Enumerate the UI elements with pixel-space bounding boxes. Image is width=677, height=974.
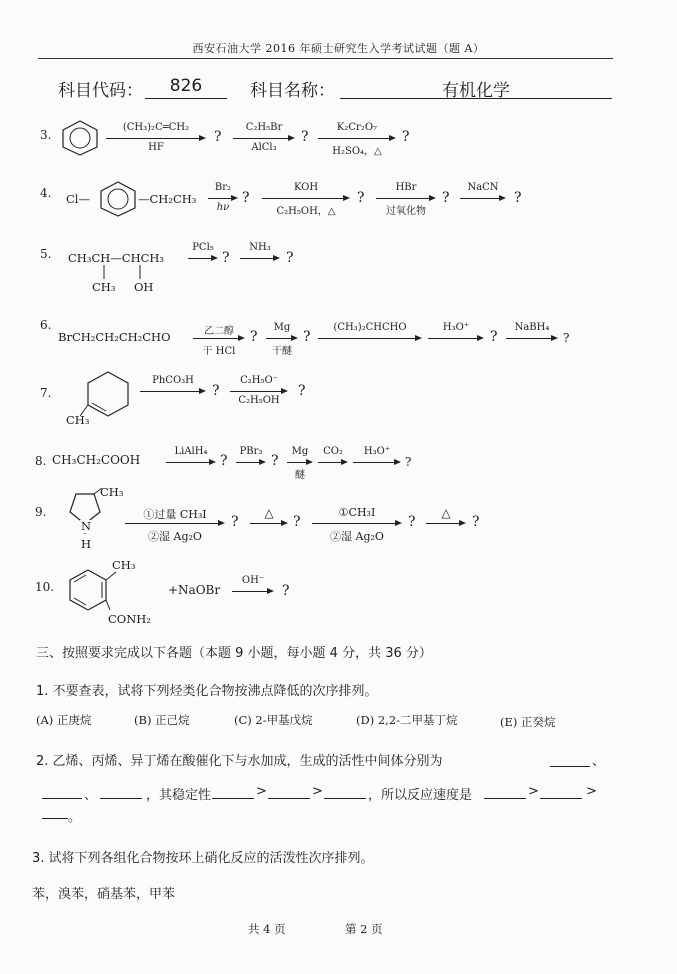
answer-blank[interactable]: [550, 750, 590, 767]
option-b: (B) 正己烷: [134, 713, 190, 727]
reaction-arrow: [287, 446, 313, 480]
question-number: 6.: [40, 318, 52, 332]
question-number: 9.: [35, 505, 47, 519]
reaction-arrow: [460, 182, 506, 216]
question-number: 7.: [40, 386, 52, 400]
question-3-items: 苯，溴苯，硝基苯，甲苯: [32, 887, 176, 902]
condition-label: C₂H₅OH，△: [276, 206, 336, 217]
reaction-arrow: [318, 322, 422, 346]
reaction-arrow: [318, 122, 396, 156]
reaction-arrow: [193, 322, 245, 356]
reaction-arrow: [188, 242, 218, 266]
unknown-product: ?: [271, 453, 279, 469]
subject-name-value: 有机化学: [340, 76, 612, 99]
condition-label: ②湿 Ag₂O: [330, 530, 384, 543]
reaction-arrow: [426, 506, 466, 530]
answer-blank[interactable]: [42, 804, 68, 819]
unknown-product: ?: [220, 453, 228, 469]
subject-code-value: 826: [145, 76, 227, 99]
reagent-label: H₃O⁺: [442, 322, 470, 333]
reagent-label: (CH₃)₂CHCHO: [333, 322, 407, 333]
reaction-arrow: [230, 375, 288, 409]
option-c: (C) 2-甲基戊烷: [234, 713, 313, 727]
reaction-arrow: [125, 506, 225, 544]
reaction-arrow: [233, 122, 295, 156]
reagent-label: OH⁻: [241, 575, 265, 586]
condition-label: hν: [216, 202, 230, 213]
unknown-product: ?: [242, 190, 250, 206]
methyl-branch: CH₃: [92, 280, 116, 294]
unknown-product: ?: [250, 329, 258, 345]
question-number: 3.: [40, 128, 52, 142]
reagent-label: PBr₃: [239, 446, 263, 457]
answer-blank[interactable]: [42, 782, 82, 799]
option-e: (E) 正癸烷: [500, 715, 556, 729]
reaction-arrow: [250, 506, 288, 530]
unknown-product: ?: [563, 331, 570, 345]
reaction-arrow: [232, 575, 274, 599]
question-number: 4.: [40, 186, 52, 200]
greater-than: >: [528, 784, 539, 799]
separator: 、: [84, 788, 98, 803]
condition-label: 醚: [295, 470, 305, 481]
reagent-label: C₂H₅O⁻: [240, 375, 278, 386]
toluamide-ring-structure: [66, 568, 110, 612]
answer-blank[interactable]: [100, 782, 142, 799]
question-2: 2. 乙烯、丙烯、异丁烯在酸催化下与水加成，生成的活性中间体分别为: [36, 754, 443, 769]
stability-text: ，其稳定性: [146, 788, 212, 803]
reaction-arrow: [166, 446, 216, 470]
reaction-arrow: [353, 446, 401, 470]
unknown-product: ?: [408, 514, 416, 530]
page-number: 第 2 页: [345, 922, 383, 936]
nitrogen-atom: N: [81, 519, 92, 533]
question-1: 1. 不要查表，试将下列烃类化合物按沸点降低的次序排列。: [36, 684, 378, 699]
greater-than: >: [256, 784, 267, 799]
branch-bonds: [98, 265, 158, 281]
reagent-label: HBr: [395, 182, 417, 193]
answer-blank[interactable]: [324, 782, 366, 799]
unknown-product: ?: [303, 329, 311, 345]
question-3: 3. 试将下列各组化合物按环上硝化反应的活泼性次序排列。: [32, 851, 374, 866]
unknown-product: ?: [402, 129, 410, 145]
question-number: 8.: [35, 454, 47, 468]
condition-label: H₂SO₄，△: [332, 146, 382, 157]
total-pages: 共 4 页: [248, 922, 286, 936]
unknown-product: ?: [298, 383, 306, 399]
period: 。: [68, 810, 82, 825]
unknown-product: ?: [514, 190, 522, 206]
condition-label: C₂H₅OH: [238, 395, 280, 406]
reagent-label: △: [441, 506, 451, 520]
reagent-label: Mg: [291, 446, 309, 457]
reagent-label: △: [264, 506, 274, 520]
rate-text: ，所以反应速度是: [368, 788, 473, 803]
unknown-product: ?: [231, 514, 239, 530]
reagent-formula: +NaOBr: [168, 583, 221, 597]
question-number: 5.: [40, 247, 52, 261]
reagent-label: NaBH₄: [514, 322, 550, 333]
reaction-arrow: [208, 182, 238, 216]
reagent-label: NaCN: [467, 182, 499, 193]
subject-name-label: 科目名称：: [250, 81, 335, 101]
methyl-substituent: CH₃: [66, 413, 90, 427]
unknown-product: ?: [301, 129, 309, 145]
subject-code-label: 科目代码：: [58, 81, 143, 101]
option-a: (A) 正庚烷: [36, 713, 92, 727]
benzene-ring-structure: [98, 181, 138, 217]
reagent-label: KOH: [293, 182, 319, 193]
condition-label: 过氧化物: [386, 206, 426, 217]
reagent-label: PCl₅: [192, 242, 214, 253]
reaction-arrow: [106, 122, 206, 156]
greater-than: >: [586, 784, 597, 799]
reaction-arrow: [236, 446, 266, 470]
ethyl-substituent: —CH₂CH₃: [138, 192, 197, 206]
condition-label: ②湿 Ag₂O: [148, 530, 202, 543]
unknown-product: ?: [405, 455, 412, 469]
exam-title: 西安石油大学 2016 年硕士研究生入学考试试题（题 A）: [192, 42, 485, 55]
header-rule: [38, 58, 613, 59]
reaction-arrow: [266, 322, 298, 356]
reaction-arrow: [506, 322, 558, 346]
reaction-arrow: [240, 242, 280, 266]
condition-label: 干醚: [272, 346, 292, 357]
condition-label: AlCl₃: [251, 142, 277, 153]
question-number: 10.: [35, 580, 55, 594]
methyl-substituent: CH₃: [112, 558, 136, 572]
unknown-product: ?: [282, 583, 290, 599]
unknown-product: ?: [442, 190, 450, 206]
unknown-product: ?: [222, 250, 230, 266]
reaction-arrow: [376, 182, 436, 216]
reaction-arrow: [262, 182, 350, 216]
reaction-arrow: [318, 446, 348, 470]
answer-blank[interactable]: [212, 782, 254, 799]
reagent-label: CO₂: [323, 446, 343, 457]
unknown-product: ?: [286, 250, 294, 266]
unknown-product: ?: [472, 514, 480, 530]
reagent-label: NH₃: [249, 242, 271, 253]
unknown-product: ?: [212, 383, 220, 399]
amide-group: CONH₂: [108, 612, 151, 626]
hydroxyl-branch: OH: [134, 280, 154, 294]
reagent-label: 乙二醇: [204, 326, 234, 337]
greater-than: >: [312, 784, 323, 799]
unknown-product: ?: [490, 329, 498, 345]
unknown-product: ?: [357, 190, 365, 206]
reagent-label: Br₂: [214, 182, 232, 193]
reaction-arrow: [140, 375, 206, 399]
answer-blank[interactable]: [540, 782, 582, 799]
section-heading: 三、按照要求完成以下各题（本题 9 小题，每小题 4 分，共 36 分）: [36, 646, 432, 661]
hydrogen-atom: H: [81, 537, 92, 551]
methyl-substituent: CH₃: [100, 485, 124, 499]
benzene-structure: [60, 120, 100, 156]
reaction-arrow: [312, 506, 402, 544]
reaction-arrow: [428, 322, 484, 346]
reagent-label: ①过量 CH₃I: [143, 508, 207, 521]
reagent-label: K₂Cr₂O₇: [336, 122, 378, 133]
reagent-label: C₂H₅Br: [245, 122, 283, 133]
condition-label: HF: [148, 142, 164, 153]
reagent-label: PhCO₃H: [152, 375, 194, 386]
reagent-label: ①CH₃I: [338, 506, 376, 519]
chloro-substituent: Cl—: [66, 192, 90, 206]
answer-blank[interactable]: [268, 782, 310, 799]
unknown-product: ?: [214, 129, 222, 145]
substrate-formula: CH₃CH—CHCH₃: [68, 251, 165, 265]
answer-blank[interactable]: [484, 782, 526, 799]
condition-label: 干 HCl: [202, 346, 236, 357]
substrate-formula: CH₃CH₂COOH: [52, 453, 141, 467]
option-d: (D) 2,2-二甲基丁烷: [356, 713, 458, 727]
substrate-formula: BrCH₂CH₂CH₂CHO: [58, 330, 171, 344]
reagent-label: H₃O⁺: [363, 446, 391, 457]
unknown-product: ?: [293, 514, 301, 530]
reagent-label: Mg: [273, 322, 291, 333]
reagent-label: (CH₃)₂C═CH₂: [122, 122, 190, 133]
reagent-label: LiAlH₄: [174, 446, 208, 457]
separator: 、: [592, 754, 606, 769]
